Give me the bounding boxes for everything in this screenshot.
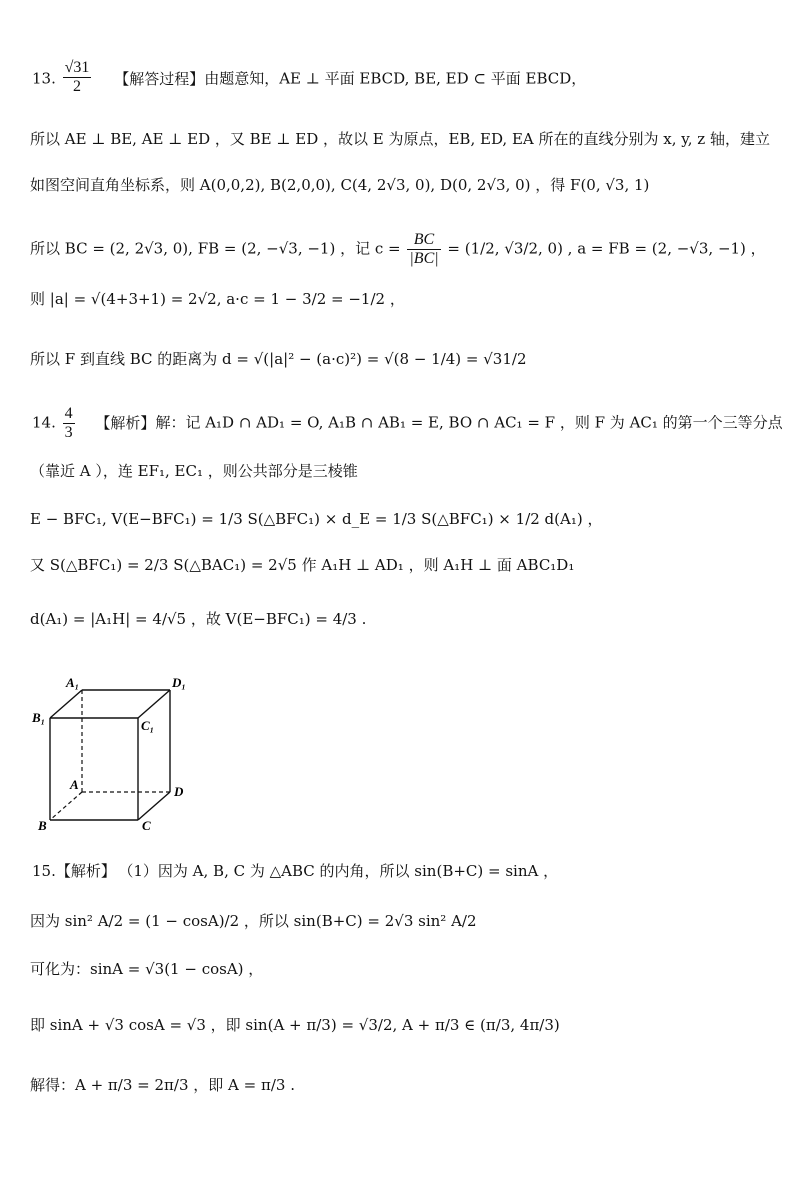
p15-line1: （1）因为 A, B, C 为 △ABC 的内角，所以 sin(B+C) = sinA ， [125,862,559,880]
p14-answer-den: 3 [64,424,73,441]
cube-edge-a1-b1 [50,690,82,718]
p13-unit-vector: $\frac{BC}{|BC|}$ [409,231,439,267]
p15-number: 15. [32,862,56,880]
p15-line4: 即 sinA + √3 cosA = √3 ，即 sin(A + π/3) = √3/2, A + π/3 ∈ (π/3, 4π/3) [30,1016,560,1034]
p13-answer-num: √31 [64,59,90,76]
p14-line5: d(A₁) = |A₁H| = 4/√5 ，故 V(E−BFC₁) = 4/3 . [30,610,367,628]
cube-label-a1: A₁ [66,675,80,690]
p13-heading [32,59,587,97]
p13-answer [63,60,92,95]
cube-label-b1: B₁ [32,710,46,725]
cube-figure [30,672,230,842]
cube-label-b: B [38,818,47,833]
p13-line5: 则 |a| = √(4+3+1) = 2√2, a·c = 1 − 3/2 = −1/2 ， [30,290,405,308]
p14-tag: 【解析】 [95,413,156,432]
p14-line4: 又 S(△BFC₁) = 2/3 S(△BAC₁) = 2√5 作 A₁H ⊥ AD₁ ，则 A₁H ⊥ 面 ABC₁D₁ [30,556,575,574]
p14-line1: 解：记 A₁D ∩ AD₁ = O, A₁B ∩ AB₁ = E, BO ∩ AC₁ = F ，则 F 为 AC₁ 的第一个三等分点 [155,413,783,432]
p13-line4 [30,232,766,267]
p15-line2: 因为 sin² A/2 = (1 − cosA)/2 ，所以 sin(B+C) = 2√3 sin² A/2 [30,912,477,930]
cube-label-d1: D₁ [172,675,186,690]
p13-line6: 所以 F 到直线 BC 的距离为 d = √(|a|² − (a·c)²) = √(8 − 1/4) = √31/2 [30,350,527,368]
cube-label-d: D [174,784,184,799]
p15-line5: 解得：A + π/3 = 2π/3 ，即 A = π/3 . [30,1076,295,1094]
p13-number: 13. [32,69,56,88]
p15-heading [32,864,558,879]
p15-line3: 可化为：sinA = √3(1 − cosA) ， [30,960,264,978]
p13-line1: 由题意知，AE ⊥ 平面 EBCD, BE, ED ⊂ 平面 EBCD， [204,69,587,88]
cube-edge-d1-c1 [138,690,170,718]
p14-line3: E − BFC₁, V(E−BFC₁) = 1/3 S(△BFC₁) × d_E = 1/3 S(△BFC₁) × 1/2 d(A₁) ， [30,510,603,528]
cube-edge-d-c [138,792,170,820]
cube-label-c: C [142,818,151,833]
p14-answer-num: 4 [64,405,73,422]
p13-answer-den: 2 [63,77,92,95]
cube-edge-a-b [50,792,82,820]
p14-line2: （靠近 A ），连 EF₁, EC₁ ，则公共部分是三棱锥 [30,462,358,480]
p13-tag: 【解答过程】 [114,69,205,88]
p13-line2: 所以 AE ⊥ BE, AE ⊥ ED ，又 BE ⊥ ED ，故以 E 为原点，EB, ED, EA 所在的直线分别为 x, y, z 轴，建立 [30,130,770,148]
p13-line4a: 所以 BC = (2, 2√3, 0), FB = (2, −√3, −1) ，记 c = [30,239,401,258]
p15-tag: 【解析】 [55,862,116,880]
p13-line4b: = (1/2, √3/2, 0) , a = FB = (2, −√3, −1) ， [447,239,766,258]
p14-answer [63,406,75,441]
cube-label-c1: C₁ [141,718,155,733]
cube-label-a: A [70,777,79,792]
p14-heading [32,406,783,441]
p14-number: 14. [32,413,56,432]
p13-line3: 如图空间直角坐标系，则 A(0,0,2), B(2,0,0), C(4, 2√3, 0), D(0, 2√3, 0) ，得 F(0, √3, 1) [30,176,650,194]
